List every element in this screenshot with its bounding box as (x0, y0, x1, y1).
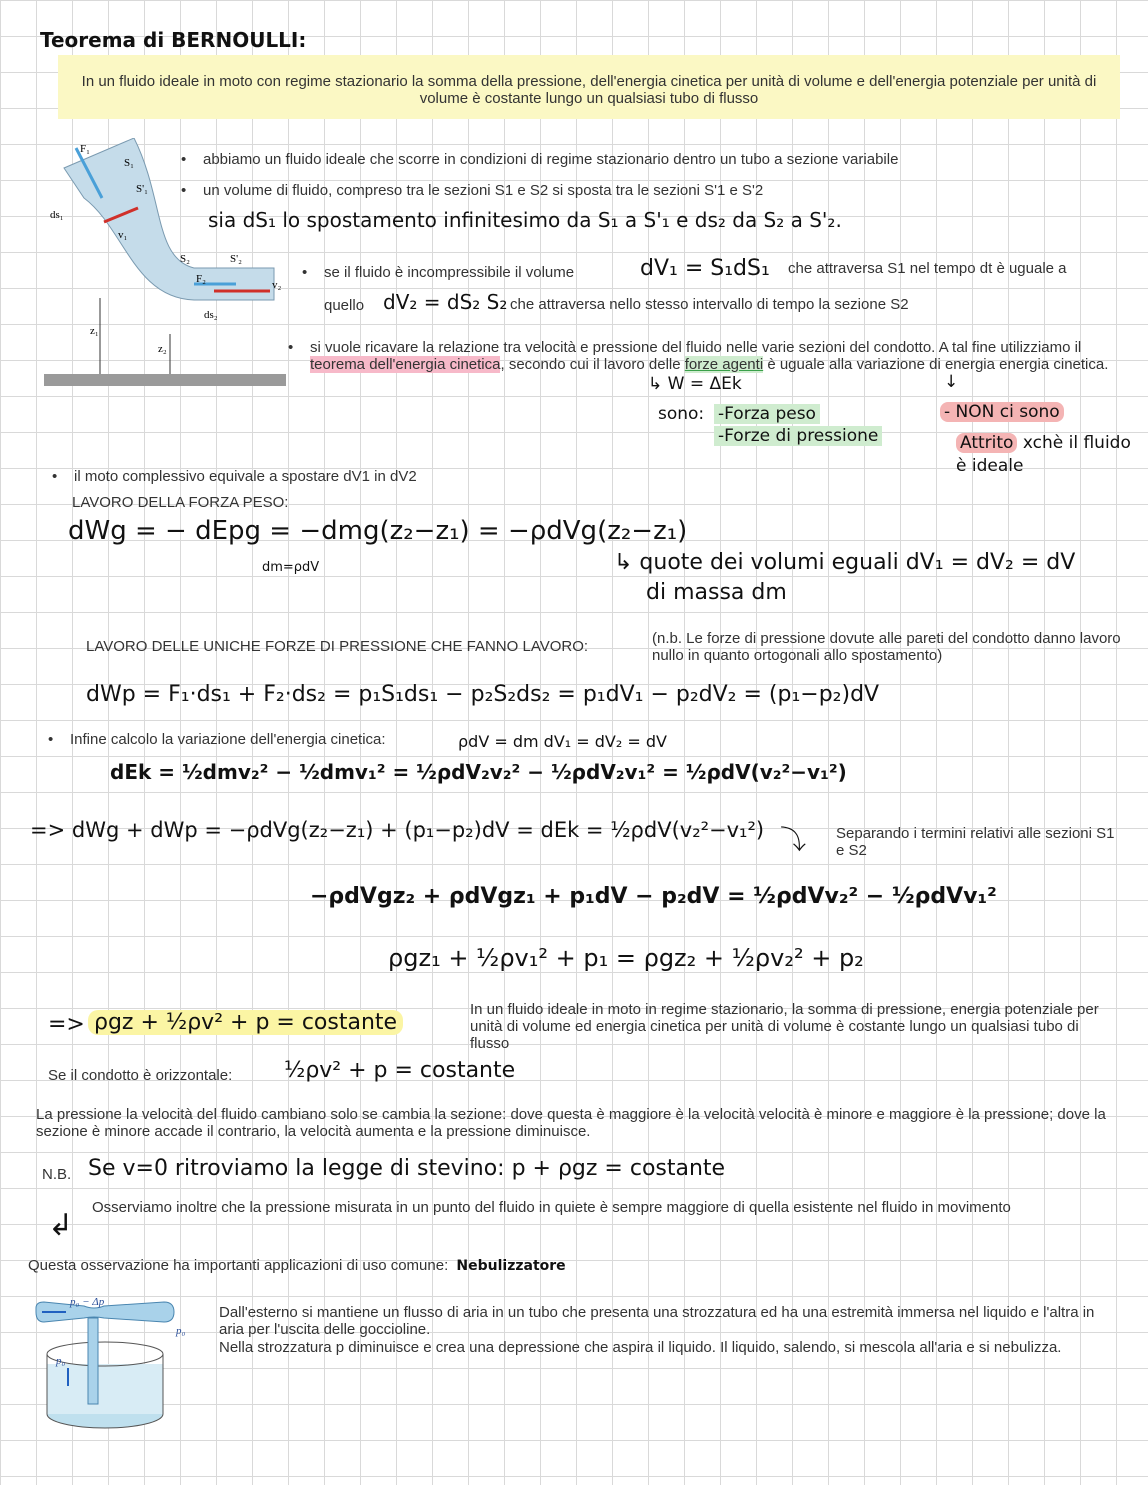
hand-spostamento: sia dS₁ lo spostamento infinitesimo da S₁ a S'₁ e ds₂ da S₂ a S'₂. (208, 208, 842, 232)
text-relazione-c: è uguale alla variazione di energia energia cinetica. (767, 356, 1109, 373)
label-p0-liquid: p₀ (56, 1355, 66, 1367)
label-z2: z₂ (158, 343, 167, 355)
text-attraversa-s1: che attraversa S1 nel tempo dt è uguale a (788, 260, 1067, 277)
label-f1: F₁ (80, 143, 90, 155)
bullet-moto: • il moto complessivo equivale a spostare dV1 in dV2 (74, 468, 417, 485)
note-pressione: (n.b. Le forze di pressione dovute alle pareti del condotto danno lavoro nullo in quanto ortogonali allo spostamento) (652, 630, 1121, 664)
result-equation: ρgz + ½ρv² + p = costante (88, 1010, 403, 1035)
attrito-reason: xchè il fluido è ideale (956, 433, 1131, 476)
applicazioni-label: Questa osservazione ha importanti applicazioni di uso comune: (28, 1257, 449, 1274)
ground (44, 374, 286, 386)
text-nebulizzatore-2: Nella strozzatura p diminuisce e crea una depressione che aspira il liquido. Il liquido, salendo, si mescola all'aria e si nebulizza. (219, 1339, 1062, 1356)
label-p0-minus-dp: p₀ − Δp (70, 1296, 105, 1308)
bullet-relazione (310, 339, 1110, 373)
para-pressione-velocita: La pressione la velocità del fluido cambiano solo se cambia la sezione: dove questa è maggiore è la velocità velocità è minore e maggiore è la pressione; dove la sezione è minore accade il contrario, la velocità aumenta e la pressione diminuisce. (36, 1106, 1106, 1140)
eq-dv1: dV₁ = S₁dS₁ (640, 256, 770, 281)
forze-agenti: forze agenti (684, 356, 764, 373)
label-ds2: ds₂ (204, 309, 218, 321)
label-z1: z₁ (90, 325, 99, 337)
bullet-fluido-ideale: • abbiamo un fluido ideale che scorre in condizioni di regime stazionario dentro un tubo a sezione variabile (203, 151, 1103, 168)
label-nb: N.B. (42, 1166, 72, 1183)
para-osserviamo: Osserviamo inoltre che la pressione misurata in un punto del fluido in quiete è sempre maggiore di quella esistente nel fluido in movimento (92, 1199, 1011, 1216)
label-sono: sono: (658, 404, 705, 424)
bullet-volume: • un volume di fluido, compreso tra le sezioni S1 e S2 si sposta tra le sezioni S'1 e S'2 (203, 182, 1103, 199)
eq-lavoro-pressione: dWp = F₁·ds₁ + F₂·ds₂ = p₁S₁ds₁ − p₂S₂ds₂ = p₁dV₁ − p₂dV₂ = (p₁−p₂)dV (86, 682, 880, 707)
attrito-note (956, 432, 1136, 478)
note-separando: Separando i termini relativi alle sezioni S1 e S2 (836, 825, 1115, 859)
text-quello: quello (324, 297, 365, 314)
non-ci-sono-text: - NON ci sono (940, 402, 1064, 422)
label-s2p: S'₂ (230, 253, 242, 265)
eq-bilancio: => dWg + dWp = −ρdVg(z₂−z₁) + (p₁−p₂)dV = dEk = ½ρdV(v₂²−v₁²) (30, 818, 765, 842)
heading-lavoro-peso: LAVORO DELLA FORZA PESO: (72, 494, 289, 511)
arrow-separando: ⤵ (780, 826, 807, 856)
nebulizzatore-figure (30, 1292, 200, 1442)
forze-pressione: -Forze di pressione (714, 426, 882, 446)
eq-energia-cinetica: dEk = ½dmv₂² − ½dmv₁² = ½ρdV₂v₂² − ½ρdV₂v₁² = ½ρdV(v₂²−v₁²) (110, 760, 847, 784)
note-quote-2: di massa dm (646, 580, 787, 605)
bullet-infine: • Infine calcolo la variazione dell'energia cinetica: (70, 731, 386, 748)
label-s2: S₂ (180, 253, 190, 265)
note-dm: dm=ρdV (262, 560, 320, 575)
note-infine: ρdV = dm dV₁ = dV₂ = dV (458, 732, 667, 751)
nebulizzatore-title: Nebulizzatore (456, 1258, 566, 1274)
forza-peso: -Forza peso (714, 404, 820, 424)
eq-lavoro-peso: dWg = − dEpg = −dmg(z₂−z₁) = −ρdVg(z₂−z₁) (68, 516, 688, 546)
non-ci-sono (940, 402, 1064, 422)
bernoulli-tube-figure (44, 138, 286, 398)
eq-separati: −ρdVgz₂ + ρdVgz₁ + p₁dV − p₂dV = ½ρdVv₂² − ½ρdVv₁² (310, 884, 997, 909)
w-delta-ek: ↳ W = ΔEk (648, 374, 742, 394)
text-applicazioni (28, 1257, 566, 1275)
attrito: Attrito (956, 433, 1017, 453)
label-p0-out: p₀ (176, 1325, 186, 1337)
page-title: Teorema di BERNOULLI: (40, 28, 307, 52)
teorema-energia-cinetica: teorema dell'energia cinetica (310, 356, 501, 373)
result-text: In un fluido ideale in moto in regime stazionario, la somma di pressione, energia potenziale per unità di volume ed energia cinetica per unità di volume è costante lungo un qualsiasi tubo di flusso (470, 1001, 1099, 1052)
eq-dv2: dV₂ = dS₂ S₂ (383, 290, 508, 314)
arrow-osserviamo: ↲ (48, 1208, 74, 1243)
heading-lavoro-pressione: LAVORO DELLE UNICHE FORZE DI PRESSIONE CHE FANNO LAVORO: (86, 638, 589, 655)
text-nebulizzatore-1: Dall'esterno si mantiene un flusso di aria in un tubo che presenta una strozzatura ed ha una estremità immersa nel liquido e l'altra in aria per l'uscita delle goccioline. (219, 1304, 1095, 1338)
eq-stevino: Se v=0 ritroviamo la legge di stevino: p + ρgz = costante (88, 1156, 726, 1181)
label-v2: v₂ (272, 279, 282, 291)
eq-sezioni: ρgz₁ + ½ρv₁² + p₁ = ρgz₂ + ½ρv₂² + p₂ (388, 944, 864, 972)
text-attraversa-s2: che attraversa nello stesso intervallo di tempo la sezione S2 (510, 296, 909, 313)
label-s1: S₁ (124, 157, 134, 169)
label-v1: v₁ (118, 229, 128, 241)
intro-text: In un fluido ideale in moto con regime stazionario la somma della pressione, dell'energia cinetica per unità di volume e dell'energia potenziale per unità di volume è costante lungo un qualsiasi tubo di flusso (81, 73, 1097, 107)
label-ds1: ds₁ (50, 209, 64, 221)
eq-orizzontale: ½ρv² + p = costante (284, 1058, 516, 1083)
note-quote-1: ↳ quote dei volumi eguali dV₁ = dV₂ = dV (614, 550, 1076, 575)
intro-box (58, 55, 1120, 119)
bullet-incompressibile: • se il fluido è incompressibile il volume (324, 264, 574, 281)
result-arrow: => (48, 1012, 85, 1037)
arrow-down: ↓ (944, 372, 959, 392)
suction-tube (88, 1318, 98, 1404)
text-relazione-b: , secondo cui il lavoro delle (500, 356, 681, 373)
label-f2: F₂ (196, 273, 206, 285)
label-s1p: S'₁ (136, 183, 148, 195)
label-orizzontale: Se il condotto è orizzontale: (48, 1067, 233, 1084)
liquid (47, 1364, 163, 1414)
text-relazione-a: si vuole ricavare la relazione tra velocità e pressione del fluido nelle varie sezioni del condotto. A tal fine utilizziamo il (310, 339, 1082, 356)
